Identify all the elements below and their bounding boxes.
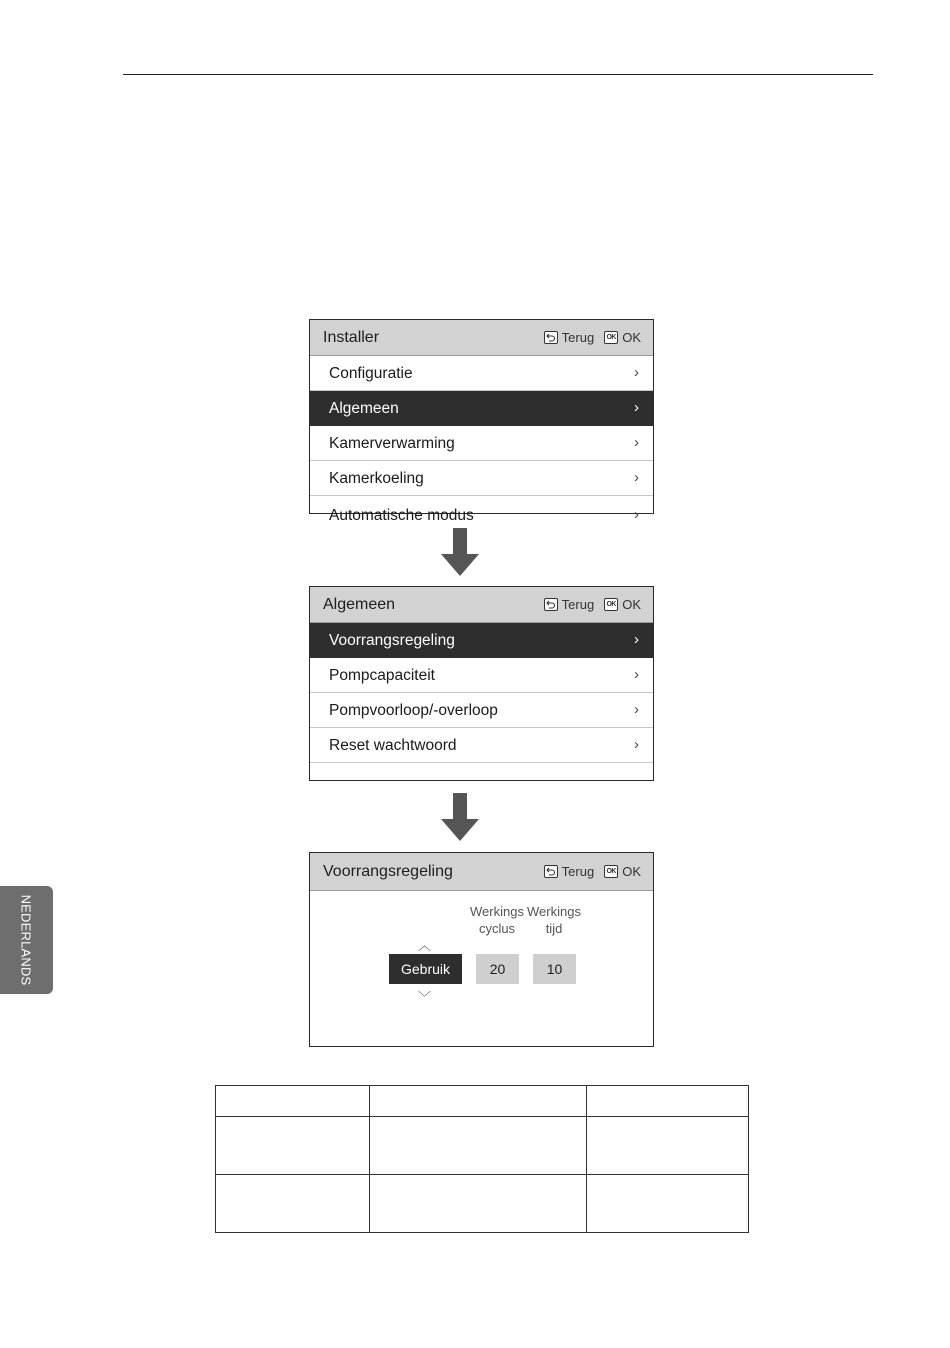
back-button[interactable] <box>544 864 595 879</box>
menu-item-kamerverwarming[interactable] <box>310 426 653 461</box>
ok-label: OK <box>622 864 641 879</box>
chevron-right-icon: › <box>634 736 639 753</box>
screen-header <box>310 853 653 891</box>
menu-item-label: Pompvoorloop/-overloop <box>329 702 498 719</box>
ok-label: OK <box>622 330 641 345</box>
arrow-down-icon <box>441 528 479 576</box>
menu-item-label: Algemeen <box>329 400 399 417</box>
installer-screen <box>309 319 654 524</box>
settings-table <box>215 1085 749 1233</box>
table-row <box>216 1117 749 1175</box>
back-arrow-icon <box>544 865 558 878</box>
header-actions <box>544 864 641 879</box>
back-label: Terug <box>561 330 595 345</box>
language-label: NEDERLANDS <box>18 894 34 986</box>
table-cell <box>369 1117 587 1175</box>
table-cell <box>369 1175 587 1233</box>
screen-title: Voorrangsregeling <box>323 863 453 880</box>
back-button[interactable] <box>544 330 595 345</box>
chevron-right-icon: › <box>634 364 639 381</box>
menu-item-pompcapaciteit[interactable] <box>310 658 653 693</box>
ok-icon: OK <box>604 865 618 878</box>
language-side-tab <box>0 886 53 994</box>
top-divider <box>123 74 873 75</box>
table-header-row <box>216 1086 749 1117</box>
back-label: Terug <box>561 864 595 879</box>
table-cell <box>587 1175 749 1233</box>
menu-item-automatische-modus[interactable] <box>310 496 653 531</box>
ok-button[interactable] <box>604 864 641 879</box>
menu-item-label: Reset wachtwoord <box>329 737 457 754</box>
menu-item-label: Kamerverwarming <box>329 435 455 452</box>
menu-item-label: Kamerkoeling <box>329 470 424 487</box>
time-column-label <box>525 903 583 937</box>
setting-area <box>310 891 653 1046</box>
ok-button[interactable] <box>604 597 641 612</box>
menu-item-label: Pompcapaciteit <box>329 667 435 684</box>
ok-button[interactable] <box>604 330 641 345</box>
cycle-column-label <box>468 903 526 937</box>
back-button[interactable] <box>544 597 595 612</box>
cycle-label-line1: Werkings <box>470 904 524 919</box>
chevron-right-icon: › <box>634 701 639 718</box>
mode-selector[interactable]: Gebruik <box>389 954 462 984</box>
menu-item-pompvoorloop[interactable] <box>310 693 653 728</box>
table-cell <box>587 1117 749 1175</box>
table-cell <box>216 1175 370 1233</box>
table-row <box>216 1175 749 1233</box>
menu-item-label: Voorrangsregeling <box>329 632 455 649</box>
time-label-line1: Werkings <box>527 904 581 919</box>
menu-item-label: Automatische modus <box>329 507 474 524</box>
chevron-right-icon: › <box>634 666 639 683</box>
chevron-right-icon: › <box>634 399 639 416</box>
ok-icon: OK <box>604 598 618 611</box>
algemeen-screen <box>309 586 654 781</box>
screen-title: Algemeen <box>323 596 396 613</box>
chevron-right-icon: › <box>634 506 639 523</box>
header-actions <box>544 597 641 612</box>
menu-item-voorrangsregeling[interactable] <box>310 623 653 658</box>
menu-item-configuratie[interactable] <box>310 356 653 391</box>
arrow-down-icon <box>441 793 479 841</box>
ok-icon: OK <box>604 331 618 344</box>
menu-item-algemeen[interactable] <box>310 391 653 426</box>
chevron-right-icon: › <box>634 434 639 451</box>
screen-header <box>310 320 653 356</box>
table-cell <box>369 1086 587 1117</box>
voorrangsregeling-screen <box>309 852 654 1047</box>
menu-item-label: Configuratie <box>329 365 413 382</box>
chevron-right-icon: › <box>634 631 639 648</box>
ok-label: OK <box>622 597 641 612</box>
back-label: Terug <box>561 597 595 612</box>
header-actions <box>544 330 641 345</box>
table-cell <box>216 1117 370 1175</box>
screen-title: Installer <box>323 329 380 346</box>
menu-item-kamerkoeling[interactable] <box>310 461 653 496</box>
chevron-up-icon[interactable]: ︿ <box>418 938 432 953</box>
screen-header <box>310 587 653 623</box>
table-cell <box>587 1086 749 1117</box>
cycle-label-line2: cyclus <box>478 921 516 936</box>
time-label-line2: tijd <box>545 921 563 936</box>
time-value[interactable]: 10 <box>533 954 576 984</box>
cycle-value[interactable]: 20 <box>476 954 519 984</box>
table-cell <box>216 1086 370 1117</box>
menu-item-reset-wachtwoord[interactable] <box>310 728 653 763</box>
chevron-down-icon[interactable]: ﹀ <box>418 990 432 1005</box>
back-arrow-icon <box>544 331 558 344</box>
back-arrow-icon <box>544 598 558 611</box>
chevron-right-icon: › <box>634 469 639 486</box>
